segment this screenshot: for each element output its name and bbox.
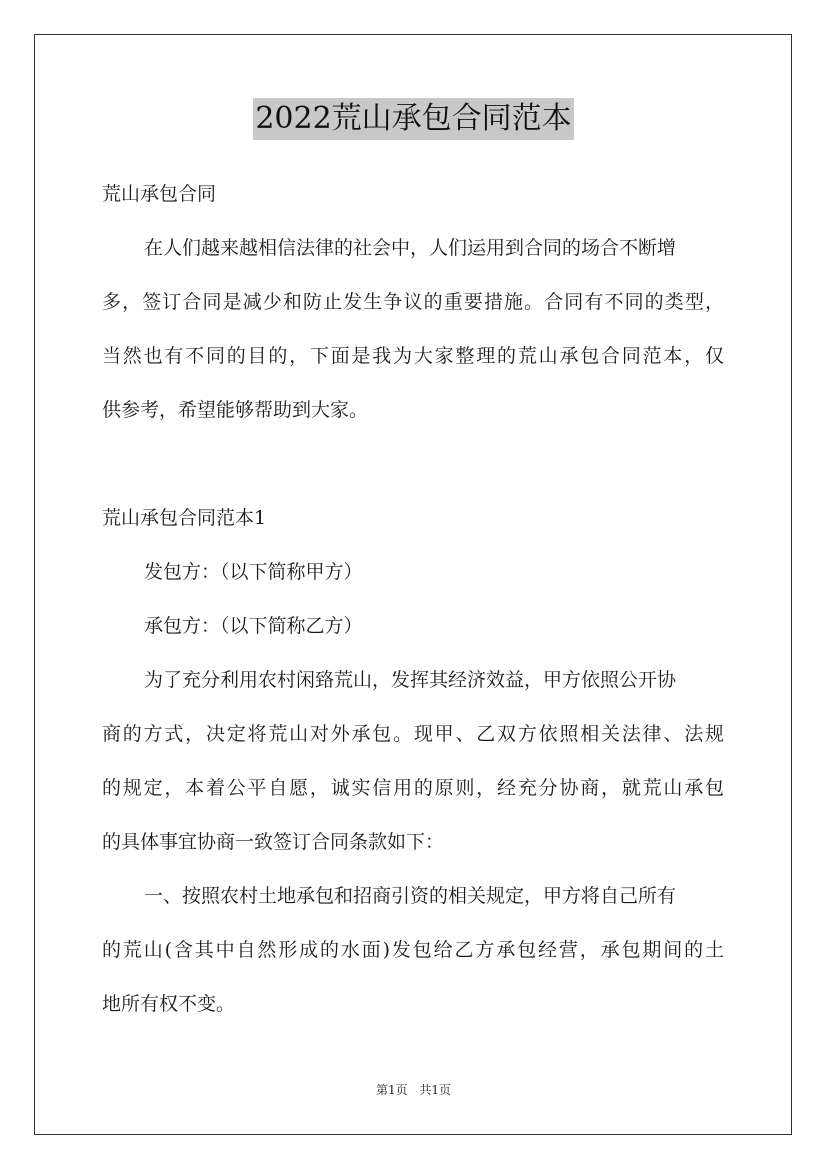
section-heading-2: 荒山承包合同范本1 [102, 507, 267, 529]
party-a-line: 发包方：（以下简称甲方） [144, 561, 363, 583]
intro-line-1: 在人们越来越相信法律的社会中，人们运用到合同的场合不断增 [144, 237, 677, 259]
party-b-line: 承包方：（以下简称乙方） [144, 615, 363, 637]
page-number: 第1页 [375, 1083, 408, 1097]
para1-line-1: 为了充分利用农村闲臵荒山，发挥其经济效益，甲方依照公开协 [144, 669, 677, 691]
para1-line-4: 的具体事宜协商一致签订合同条款如下： [102, 831, 445, 853]
page-total: 共1页 [419, 1083, 452, 1097]
document-title: 2022荒山承包合同范本 [253, 98, 573, 140]
para1-line-2: 商的方式，决定将荒山对外承包。现甲、乙双方依照相关法律、法规 [102, 723, 724, 745]
intro-line-3: 当然也有不同的目的，下面是我为大家整理的荒山承包合同范本，仅 [102, 345, 724, 367]
intro-line-2: 多，签订合同是减少和防止发生争议的重要措施。合同有不同的类型， [102, 291, 724, 313]
intro-line-4: 供参考，希望能够帮助到大家。 [102, 399, 369, 421]
section-heading: 荒山承包合同 [102, 183, 217, 205]
para2-line-3: 地所有权不变。 [102, 993, 236, 1015]
para2-line-2: 的荒山(含其中自然形成的水面)发包给乙方承包经营，承包期间的土 [102, 939, 724, 961]
title-container [0, 98, 827, 140]
page-footer [0, 1081, 827, 1099]
para2-line-1: 一、按照农村土地承包和招商引资的相关规定，甲方将自己所有 [144, 885, 677, 907]
para1-line-3: 的规定，本着公平自愿，诚实信用的原则，经充分协商，就荒山承包 [102, 777, 724, 799]
